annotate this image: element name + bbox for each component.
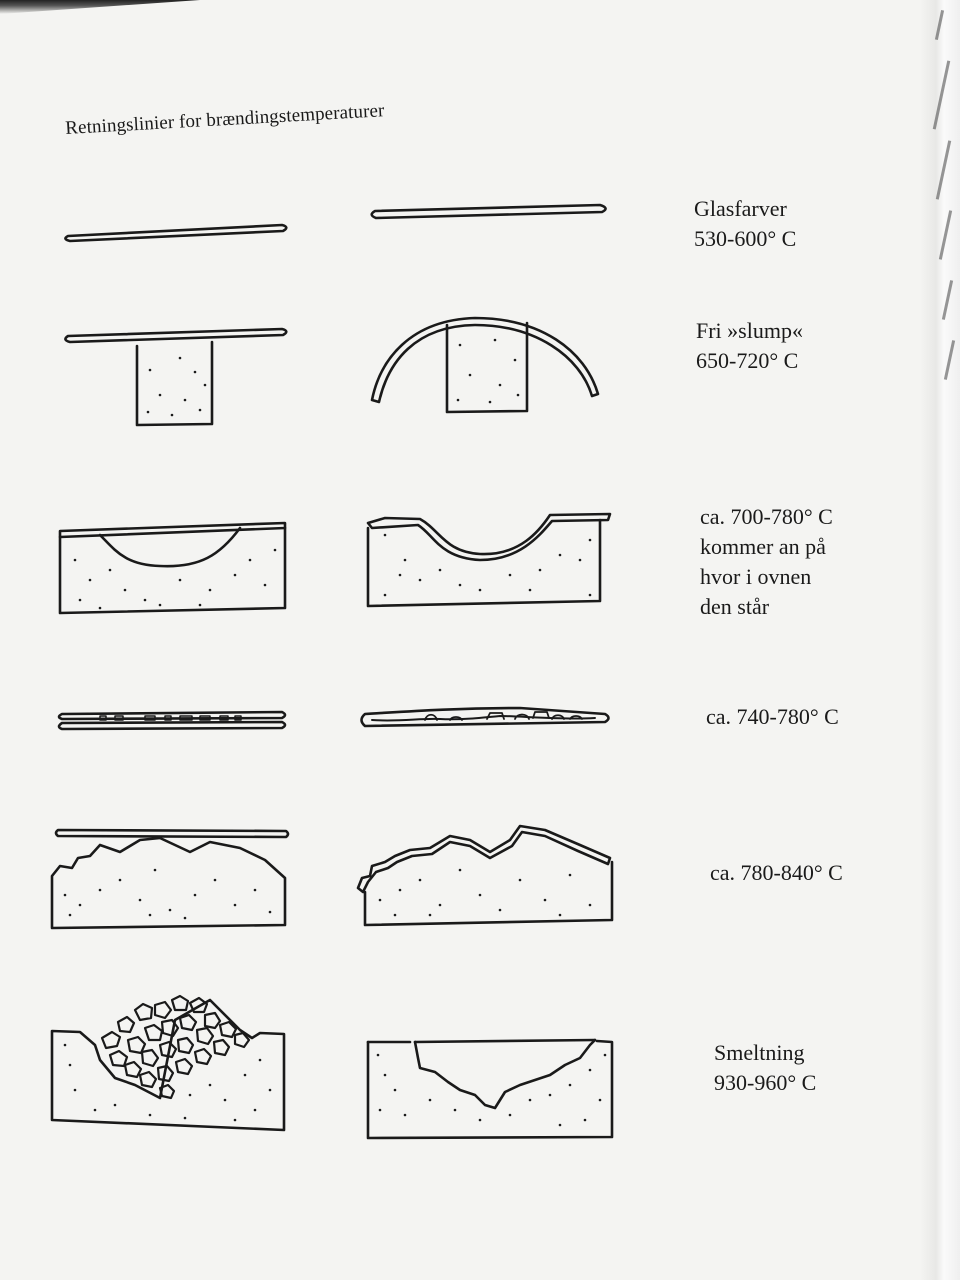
figure-title: Retningslinier for brændingstemperaturer bbox=[64, 100, 385, 140]
stage-label-slump-form bbox=[700, 502, 833, 622]
stage-note: den står bbox=[700, 594, 770, 619]
melting-before bbox=[52, 996, 284, 1130]
melting-after bbox=[368, 1040, 612, 1138]
stage-label-fusing bbox=[706, 702, 839, 732]
glass-sheet-after bbox=[372, 205, 606, 218]
stage-label-smeltning bbox=[714, 1038, 816, 1098]
texture-before bbox=[52, 830, 288, 928]
mold-dots bbox=[384, 534, 592, 597]
stage-temperature: 930-960° C bbox=[714, 1070, 817, 1095]
mold-dots bbox=[379, 869, 592, 917]
stage-temperature: 530-600° C bbox=[694, 226, 797, 251]
mold-slump-after bbox=[368, 514, 610, 606]
stage-label-fri-slump bbox=[696, 316, 803, 376]
mold-slump-before bbox=[60, 523, 285, 613]
stage-temperature: 650-720° C bbox=[696, 348, 799, 373]
stage-temperature: ca. 740-780° C bbox=[706, 704, 839, 729]
stage-name: Glasfarver bbox=[694, 196, 787, 221]
slump-after bbox=[372, 318, 598, 412]
fusing-before bbox=[59, 712, 285, 729]
stage-label-glasfarver bbox=[694, 194, 796, 254]
fusing-after bbox=[362, 708, 609, 726]
slump-before bbox=[65, 329, 286, 425]
stage-temperature: ca. 780-840° C bbox=[710, 860, 843, 885]
stage-note: kommer an på bbox=[700, 534, 826, 559]
stage-label-texture bbox=[710, 858, 843, 888]
stage-name: Fri »slump« bbox=[696, 318, 803, 343]
stage-temperature: ca. 700-780° C bbox=[700, 504, 833, 529]
mold-dots bbox=[457, 339, 520, 404]
stage-note: hvor i ovnen bbox=[700, 564, 812, 589]
mold-dots bbox=[74, 549, 277, 610]
mold-dots bbox=[147, 357, 207, 417]
mold-dots bbox=[64, 869, 272, 920]
glass-sheet-before bbox=[65, 225, 286, 241]
stage-name: Smeltning bbox=[714, 1040, 805, 1065]
texture-after bbox=[358, 826, 612, 925]
mold-dots bbox=[377, 1054, 607, 1127]
